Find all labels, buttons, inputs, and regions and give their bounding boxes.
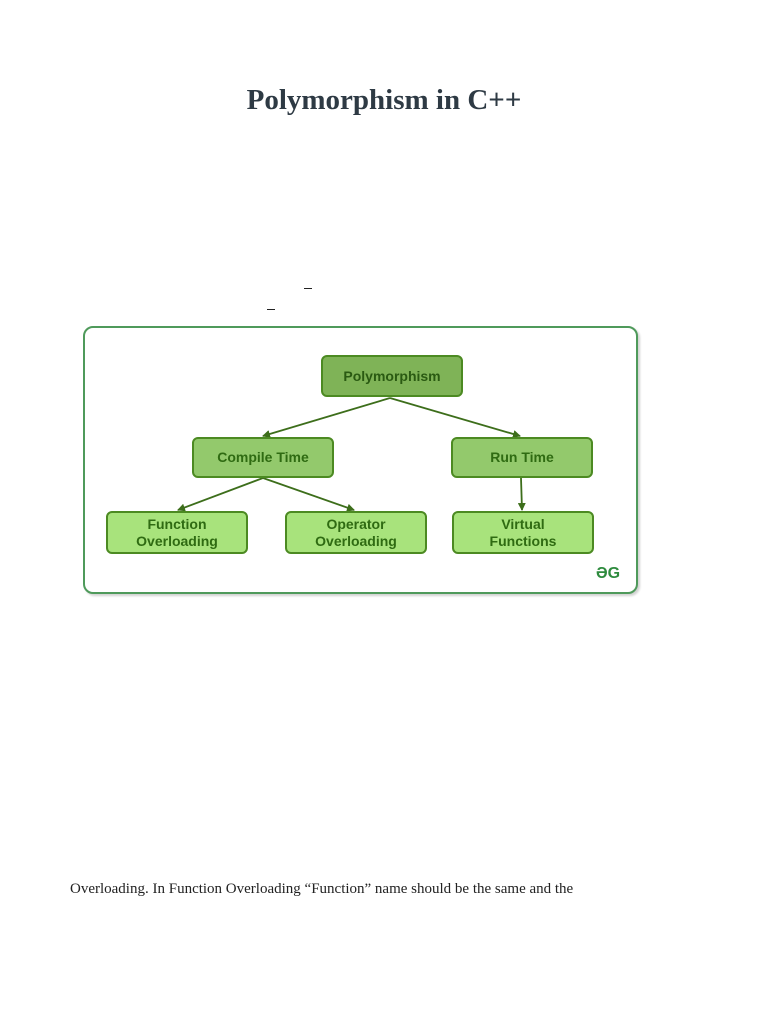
node-polymorphism-label: Polymorphism [343,367,441,384]
node-function-overloading [106,511,248,554]
node-operator-overloading [285,511,427,554]
node-compile-time [192,437,334,478]
body-text-line: Overloading. In Function Overloading “Function” name should be the same and the [70,881,574,897]
node-run-time [451,437,593,478]
node-polymorphism [321,355,463,397]
node-run-time-label: Run Time [490,449,554,465]
node-compile-time-label: Compile Time [217,449,309,465]
stray-dash-mark [267,309,275,310]
stray-dash-mark [304,288,312,289]
page-title: Polymorphism in C++ [246,84,522,116]
node-operator-overloading-label: Operator Overloading [315,515,397,549]
node-virtual-functions [452,511,594,554]
node-function-overloading-label: Function Overloading [136,515,218,549]
node-virtual-functions-label: Virtual Functions [489,515,557,549]
gfg-logo: ƏG [596,565,621,582]
